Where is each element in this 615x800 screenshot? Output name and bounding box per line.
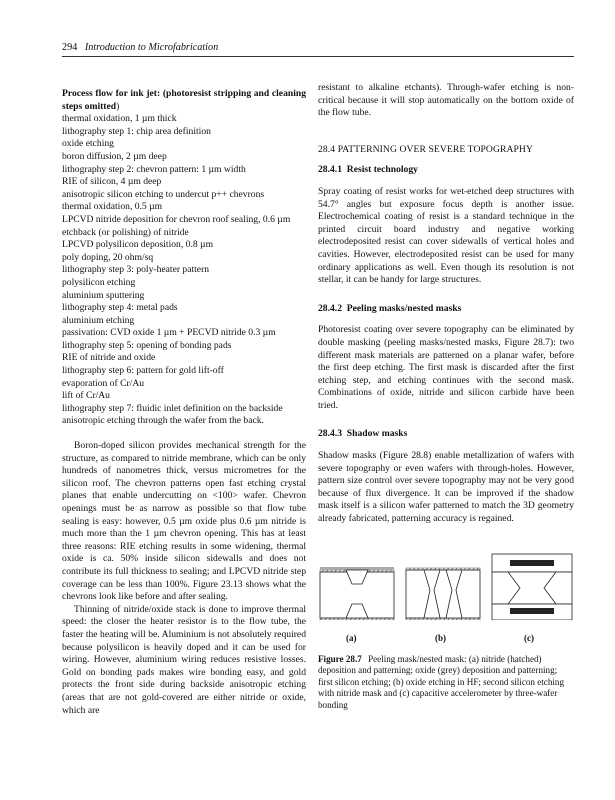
process-step: lithography step 5: opening of bonding pads (62, 339, 232, 351)
process-step: passivation: CVD oxide 1 µm + PECVD nitride 0.3 µm (62, 327, 276, 339)
body-paragraph: resistant to alkaline etchants). Through-wafer etching is non-critical because it will stop automatically on the bottom oxide of the flow tube. (318, 82, 574, 119)
caption-text: Peeling mask/nested mask: (a) nitride (hatched) deposition and patterning; oxide (grey) deposition and patterning; first silicon etching; (b) oxide etching in HF; second silicon etching with nitride mask and (c) capacitive accelerometer by three-wafer bonding (318, 653, 564, 710)
body-paragraph: Photoresist coating over severe topography can be eliminated by double masking (peeling masks/nested masks, Figure 28.7): two different mask materials are patterned on a planar wafer, before the first deep etching. The first mask is discarded after the first etching step, and etching continues with the second mask. Combinations of oxide, nitride and silicon carbide have been tried. (318, 324, 574, 411)
body-paragraph: Shadow masks (Figure 28.8) enable metallization of wafers with severe topography or even wafers with through-holes. However, pattern size control over severe topography may not be very good because of flux divergence. It can be improved if the shadow mask itself is a silicon wafer patterned to match the 3D geometry already fabricated, patterning accuracy is regained. (318, 450, 574, 525)
figure-28-7 (318, 550, 574, 643)
process-flow-list (62, 113, 306, 428)
process-step: lithography step 6: pattern for gold lift-off (62, 365, 224, 377)
body-paragraph: Boron-doped silicon provides mechanical strength for the structure, as compared to nitride membrane, which can be only hundreds of nanometres thick, versus micrometres for the silicon roof. The chevron patterns open fast etching crystal planes that enable undercutting on <100> wafer. Chevron openings must be as narrow as possible so that flow tube sealing is easy: however, 0.5 µm oxide plus 0.6 µm nitride is much more than the 1 µm chevron opening. This has at least three reasons: RIE etching results in some widening, thermal oxide is ca. 50% inside silicon sidewalls and does not contribute its full thickness to sealing; and LPCVD nitride step coverage can be less than 100%. Figure 23.13 shows what the chevrons look like before and after sealing. (62, 440, 306, 603)
panel-b-diagram (406, 568, 480, 620)
left-column (62, 88, 306, 717)
process-step: lithography step 2: chevron pattern: 1 µm width (62, 163, 246, 175)
process-step: thermal oxidation, 0.5 µm (62, 201, 163, 213)
caption-label: Figure 28.7 (318, 653, 362, 664)
process-step: RIE of silicon, 4 µm deep (62, 176, 162, 188)
subsection-heading: 28.4.3 Shadow masks (318, 428, 408, 440)
process-step: LPCVD polysilicon deposition, 0.8 µm (62, 239, 214, 251)
process-step: lithography step 3: poly-heater pattern (62, 264, 210, 276)
process-step: RIE of nitride and oxide (62, 352, 156, 364)
process-step: thermal oxidation, 1 µm thick (62, 113, 177, 125)
process-step: aluminium sputtering (62, 289, 145, 301)
figure-label-c: (c) (524, 632, 534, 643)
figure-caption (318, 654, 574, 712)
body-paragraph: Spray coating of resist works for wet-etched deep structures with 54.7° angles but exposure focus depth is another issue. Electrochemical coating of resist is a standard technique in the printed circuit board industry and negative working electrodeposited resist can cover sidewalls of vertical holes and cavities. However, electrodeposited resist can be used for many ordinary applications as well. Even though its resolution is not stellar, it can be handy for large structures. (318, 185, 574, 286)
section-heading: 28.4 PATTERNING OVER SEVERE TOPOGRAPHY (318, 143, 533, 155)
peeling-mask-illustration (318, 550, 574, 620)
running-title: Introduction to Microfabrication (84, 42, 219, 53)
body-paragraph: Thinning of nitride/oxide stack is done to improve thermal speed: the closer the heater resistor is to the flow tube, the faster the heating will be. Aluminium is not absolutely required because polysilicon is heavily doped and it can be used for wiring. However, aluminium wiring reduces resistive losses. Gold on bonding pads makes wire bonding easy, and gold protects the front side during backside anisotropic etching (areas that are not gold-covered are either nitride or oxide, which are (62, 603, 306, 716)
process-flow-heading: Process flow for ink jet: (photoresist stripping and cleaning steps omitted) (62, 88, 306, 112)
process-step: lithography step 7: fluidic inlet definition on the backside (62, 402, 283, 414)
process-step: etchback (or polishing) of nitride (62, 226, 189, 238)
panel-c-diagram (492, 554, 572, 620)
header-rule (62, 56, 574, 57)
panel-a-diagram (320, 567, 394, 620)
process-step: polysilicon etching (62, 276, 136, 288)
subsection-heading: 28.4.2 Peeling masks/nested masks (318, 302, 462, 314)
process-step: anisotropic etching through the wafer from the back. (62, 415, 264, 427)
process-step: aluminium etching (62, 314, 135, 326)
running-header (62, 42, 574, 53)
process-step: evaporation of Cr/Au (62, 377, 145, 389)
process-step: oxide etching (62, 138, 114, 150)
process-step: lift of Cr/Au (62, 390, 110, 402)
subsection-heading: 28.4.1 Resist technology (318, 164, 418, 176)
process-step: boron diffusion, 2 µm deep (62, 150, 167, 162)
right-column (318, 82, 574, 712)
figure-label-b: (b) (435, 632, 446, 643)
page-number: 294 (62, 42, 78, 53)
process-step: poly doping, 20 ohm/sq (62, 251, 154, 263)
figure-label-a: (a) (346, 632, 357, 643)
process-step: LPCVD nitride deposition for chevron roof sealing, 0.6 µm (62, 213, 291, 225)
process-step: anisotropic silicon etching to undercut p++ chevrons (62, 188, 265, 200)
process-step: lithography step 1: chip area definition (62, 125, 211, 137)
process-step: lithography step 4: metal pads (62, 302, 178, 314)
